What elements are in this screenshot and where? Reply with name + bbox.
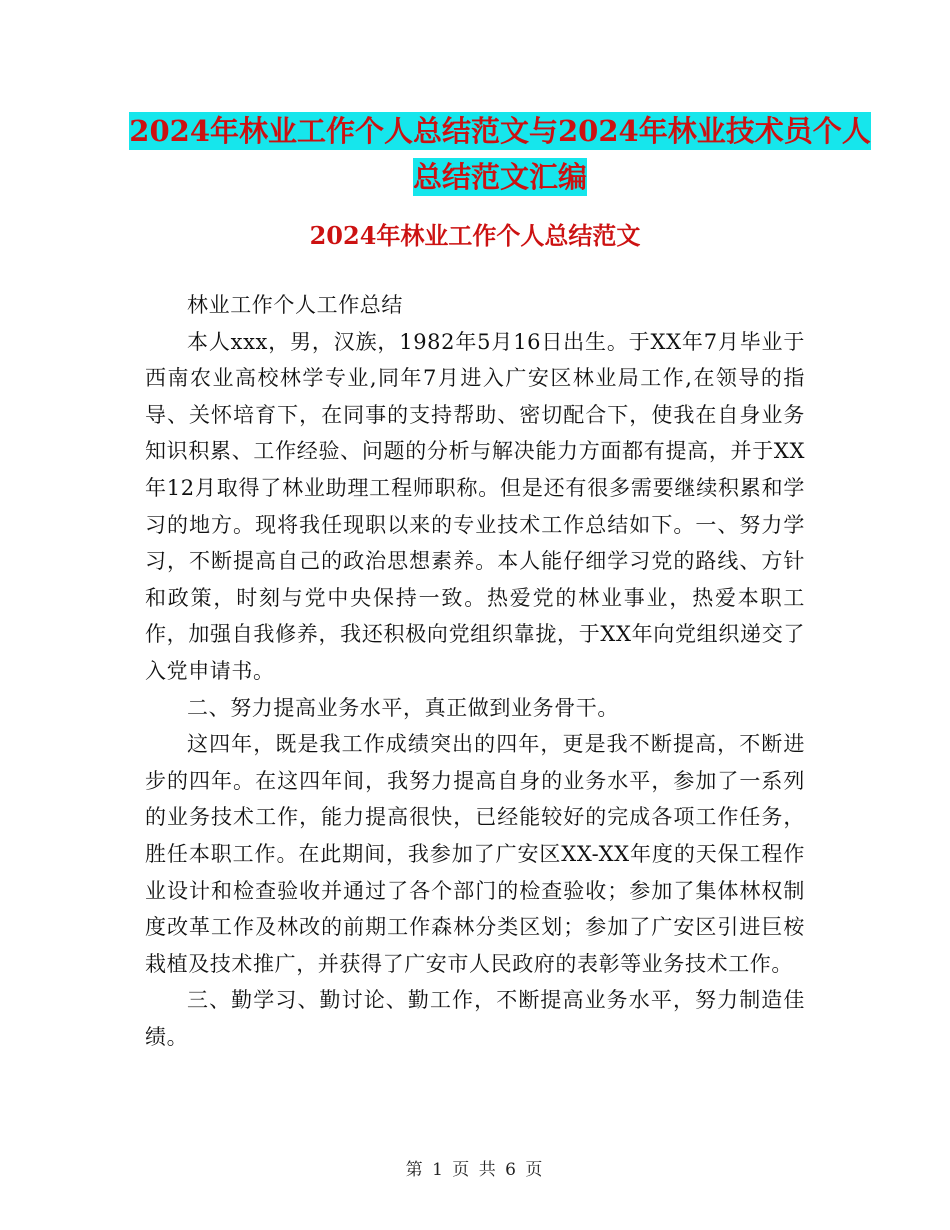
section-title: 2024年林业工作个人总结范文 [309, 221, 641, 250]
paragraph: 本人xxx，男，汉族，1982年5月16日出生。于XX年7月毕业于西南农业高校林学专业,同年7月进入广安区林业局工作,在领导的指导、关怀培育下，在同事的支持帮助、密切配合下，使我在自身业务知识积累、工作经验、问题的分析与解决能力方面都有提高，并于XX年12月取得了林业助理工程师职称。但是还有很多需要继续积累和学习的地方。现将我任现职以来的专业技术工作总结如下。一、努力学习，不断提高自己的政治思想素养。本人能仔细学习党的路线、方针和政策，时刻与党中央保持一致。热爱党的林业事业，热爱本职工作，加强自我修养，我还积极向党组织靠拢，于XX年向党组织递交了入党申请书。 [145, 329, 805, 683]
paragraph: 这四年，既是我工作成绩突出的四年，更是我不断提高，不断进步的四年。在这四年间，我努力提高自身的业务水平，参加了一系列的业务技术工作，能力提高很快，已经能较好的完成各项工作任务，胜任本职工作。在此期间，我参加了广安区XX-XX年度的天保工程作业设计和检查验收并通过了各个部门的检查验收；参加了集体林权制度改革工作及林改的前期工作森林分类区划；参加了广安区引进巨桉栽植及技术推广，并获得了广安市人民政府的表彰等业务技术工作。 [145, 732, 805, 976]
document-title [120, 108, 880, 200]
document-body [145, 287, 805, 1055]
paragraph: 二、努力提高业务水平，真正做到业务骨干。 [187, 695, 619, 720]
paragraph: 三、勤学习、勤讨论、勤工作，不断提高业务水平，努力制造佳绩。 [145, 988, 805, 1049]
paragraph: 林业工作个人工作总结 [187, 293, 403, 317]
page-footer: 第 1 页 共 6 页 [405, 1160, 545, 1180]
document-title-text: 2024年林业工作个人总结范文与2024年林业技术员个人总结范文汇编 [129, 114, 871, 194]
